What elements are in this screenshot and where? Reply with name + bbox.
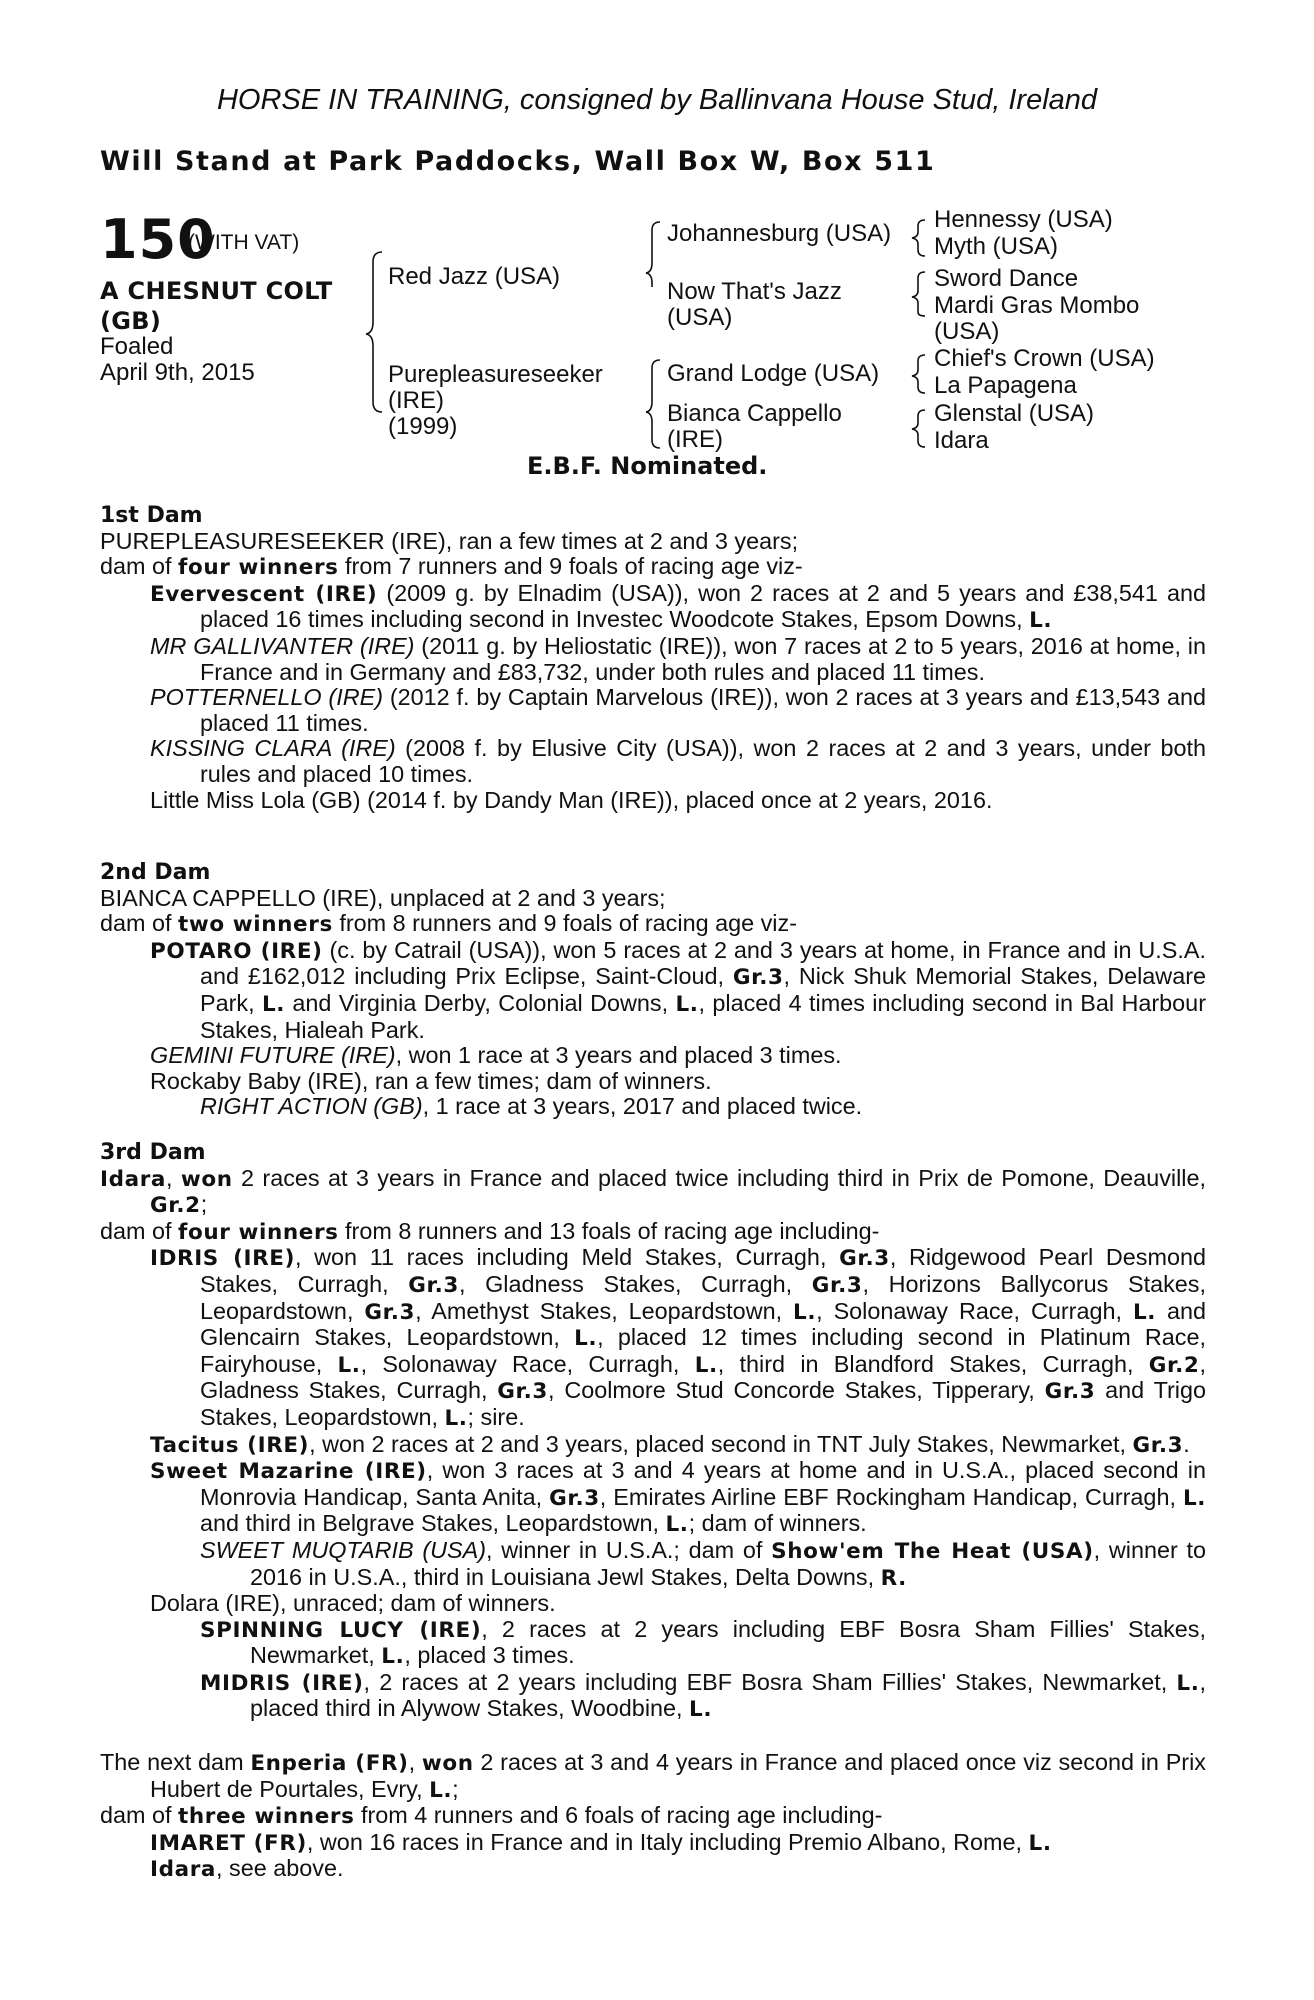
pedigree-sire: Red Jazz (USA)	[388, 263, 561, 290]
progeny-entry: MR GALLIVANTER (IRE) (2011 g. by Heliostatic (IRE)), won 7 races at 2 to 5 years, 2016 at home, in France and in Germany and £83,732, under both rules and placed 11 times.	[150, 632, 1206, 685]
brace-gen3-2	[912, 272, 925, 316]
grand-progeny-entry: SWEET MUQTARIB (USA), winner in U.S.A.; dam of Show'em The Heat (USA), winner to 2016 in U.S.A., third in Louisiana Jewl Stakes, Delta Downs, R.	[200, 1536, 1206, 1591]
pedigree-dam	[388, 362, 603, 440]
foaled-label: Foaled	[100, 333, 174, 360]
progeny-entry: Tacitus (IRE), won 2 races at 2 and 3 years, placed second in TNT July Stakes, Newmarket, Gr.3.	[150, 1430, 1190, 1458]
pedigree-ddd: Idara	[934, 427, 989, 454]
grand-progeny-entry: SPINNING LUCY (IRE), 2 races at 2 years including EBF Bosra Sham Fillies' Stakes, Newmarket, L., placed 3 times.	[200, 1615, 1206, 1670]
progeny-entry: POTTERNELLO (IRE) (2012 f. by Captain Marvelous (IRE)), won 2 races at 3 years and £13,543 and placed 11 times.	[150, 684, 1206, 736]
progeny-entry: IMARET (FR), won 16 races in France and in Italy including Premio Albano, Rome, L.	[150, 1828, 1052, 1856]
brace-gen1	[366, 252, 382, 412]
pedigree-sdd	[934, 293, 1139, 345]
pedigree-sdd-country: (USA)	[934, 318, 1000, 345]
pedigree-sire-sire: Johannesburg (USA)	[667, 220, 892, 247]
pedigree-dsd: La Papagena	[934, 372, 1077, 399]
pedigree-dam-name: Purepleasureseeker	[388, 361, 603, 388]
brace-gen3-3	[912, 355, 925, 393]
progeny-entry: Little Miss Lola (GB) (2014 f. by Dandy Man (IRE)), placed once at 2 years, 2016.	[150, 786, 993, 813]
progeny-entry: KISSING CLARA (IRE) (2008 f. by Elusive City (USA)), won 2 races at 2 and 3 years, under both rules and placed 10 times.	[150, 735, 1206, 787]
first-dam-section	[100, 503, 1206, 813]
second-dam-line: BIANCA CAPPELLO (IRE), unplaced at 2 and 3 years;	[100, 884, 666, 911]
third-dam-section	[100, 1140, 1206, 1723]
brace-gen3-1	[912, 220, 925, 256]
lot-number: 150	[100, 208, 216, 271]
pedigree-dss: Chief's Crown (USA)	[934, 345, 1155, 372]
pedigree-dam-country: (IRE)	[388, 387, 444, 414]
second-dam-title: 2nd Dam	[100, 860, 211, 885]
pedigree-sire-dam-name: Now That's Jazz	[667, 278, 842, 305]
pedigree-braces	[0, 0, 1314, 480]
first-dam-summary: dam of four winners from 7 runners and 9 foals of racing age viz-	[100, 553, 803, 581]
pedigree-dam-year: (1999)	[388, 413, 458, 440]
pedigree-dds: Glenstal (USA)	[934, 400, 1095, 427]
brace-gen3-4	[912, 410, 925, 447]
ebf-nominated: E.B.F. Nominated.	[527, 452, 768, 480]
pedigree-dam-sire: Grand Lodge (USA)	[667, 360, 880, 387]
progeny-entry: Dolara (IRE), unraced; dam of winners.	[150, 1590, 556, 1617]
pedigree-sds: Sword Dance	[934, 265, 1079, 292]
vat-note: (WITH VAT)	[188, 231, 300, 254]
pedigree-dam-dam	[667, 401, 842, 453]
pedigree-sire-dam	[667, 279, 842, 331]
third-dam-title: 3rd Dam	[100, 1140, 206, 1165]
third-dam-line: Idara, won 2 races at 3 years in France and placed twice including third in Prix de Pomone, Deauville, Gr.2;	[100, 1164, 1206, 1219]
second-dam-section	[100, 860, 1206, 1120]
pedigree-sdd-name: Mardi Gras Mombo	[934, 292, 1140, 319]
pedigree-sire-dam-country: (USA)	[667, 304, 733, 331]
pedigree-dam-dam-name: Bianca Cappello	[667, 400, 842, 427]
catalogue-header: HORSE IN TRAINING, consigned by Ballinvana House Stud, Ireland	[216, 84, 1098, 116]
progeny-entry: Idara, see above.	[150, 1855, 344, 1883]
stand-location: Will Stand at Park Paddocks, Wall Box W, Box 511	[100, 146, 936, 177]
next-dam-section	[100, 1750, 1206, 1883]
progeny-entry: Rockaby Baby (IRE), ran a few times; dam of winners.	[150, 1067, 712, 1094]
first-dam-title: 1st Dam	[100, 503, 203, 528]
progeny-entry: GEMINI FUTURE (IRE), won 1 race at 3 years and placed 3 times.	[150, 1042, 842, 1069]
second-dam-summary: dam of two winners from 8 runners and 9 foals of racing age viz-	[100, 910, 797, 938]
next-dam-line: The next dam Enperia (FR), won 2 races at 3 and 4 years in France and placed once viz second in Prix Hubert de Pourtales, Evry, L.;	[100, 1749, 1206, 1803]
pedigree-ssd: Myth (USA)	[934, 233, 1059, 260]
grand-progeny-entry: MIDRIS (IRE), 2 races at 2 years including EBF Bosra Sham Fillies' Stakes, Newmarket, L., placed third in Alywow Stakes, Woodbine, L.	[200, 1668, 1206, 1723]
first-dam-line: PUREPLEASURESEEKER (IRE), ran a few times at 2 and 3 years;	[100, 527, 799, 554]
pedigree-sss: Hennessy (USA)	[934, 206, 1113, 233]
progeny-entry: POTARO (IRE) (c. by Catrail (USA)), won 5 races at 2 and 3 years at home, in France and in U.S.A. and £162,012 including Prix Eclipse, Saint-Cloud, Gr.3, Nick Shuk Memorial Stakes, Delaware Park, L. and Virginia Derby, Colonial Downs, L., placed 4 times including second in Bal Harbour Stakes, Hialeah Park.	[150, 936, 1207, 1043]
progeny-entry: Evervescent (IRE) (2009 g. by Elnadim (USA)), won 2 races at 2 and 5 years and £38,541 and placed 16 times including second in Investec Woodcote Stakes, Epsom Downs, L.	[150, 579, 1206, 634]
pedigree-dam-dam-country: (IRE)	[667, 426, 723, 453]
brace-gen2-sire	[646, 222, 660, 287]
lot-description: A CHESNUT COLT (GB)	[100, 277, 333, 335]
foaled-date: April 9th, 2015	[100, 359, 255, 386]
progeny-entry: Sweet Mazarine (IRE), won 3 races at 3 and 4 years at home and in U.S.A., placed second in Monrovia Handicap, Santa Anita, Gr.3, Emirates Airline EBF Rockingham Handicap, Curragh, L. and third in Belgrave Stakes, Leopardstown, L.; dam of winners.	[150, 1457, 1207, 1538]
brace-gen2-dam	[646, 360, 660, 448]
next-dam-summary: dam of three winners from 4 runners and 6 foals of racing age including-	[100, 1802, 883, 1830]
grand-progeny-entry: RIGHT ACTION (GB), 1 race at 3 years, 2017 and placed twice.	[200, 1093, 863, 1120]
progeny-entry: IDRIS (IRE), won 11 races including Meld Stakes, Curragh, Gr.3, Ridgewood Pearl Desmond Stakes, Curragh, Gr.3, Gladness Stakes, Curragh, Gr.3, Horizons Ballycorus Stakes, Leopardstown, Gr.3, Amethyst Stakes, Leopardstown, L., Solonaway Race, Curragh, L. and Glencairn Stakes, Leopardstown, L., placed 12 times including second in Platinum Race, Fairyhouse, L., Solonaway Race, Curragh, L., third in Blandford Stakes, Curragh, Gr.2, Gladness Stakes, Curragh, Gr.3, Coolmore Stud Concorde Stakes, Tipperary, Gr.3 and Trigo Stakes, Leopardstown, L.; sire.	[150, 1244, 1206, 1431]
third-dam-summary: dam of four winners from 8 runners and 13 foals of racing age including-	[100, 1217, 880, 1245]
